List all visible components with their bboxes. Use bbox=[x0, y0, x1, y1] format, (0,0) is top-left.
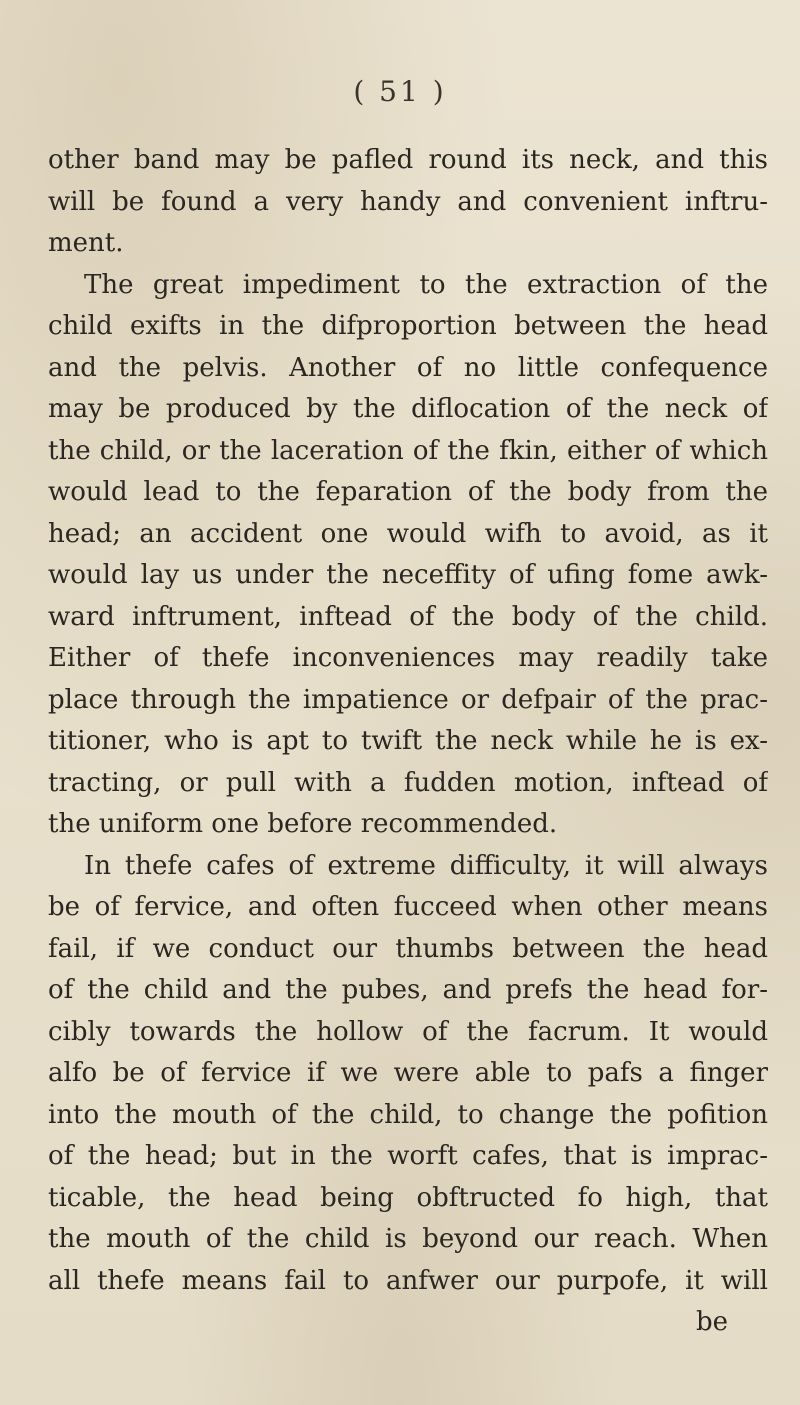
paragraph-start-line: In thefe cafes of extreme difficulty, it will always bbox=[84, 850, 768, 881]
text-line: may be produced by the diflocation of the neck of bbox=[48, 394, 768, 424]
text-line: will be found a very handy and convenient inftru- bbox=[48, 186, 768, 217]
catchword: be bbox=[695, 1307, 728, 1337]
text-line: the child, or the laceration of the fkin, either of which bbox=[48, 435, 768, 466]
text-line: into the mouth of the child, to change the pofition bbox=[48, 1099, 768, 1130]
text-line: ticable, the head being obftructed fo high, that bbox=[48, 1182, 768, 1213]
text-line: head; an accident one would wifh to avoid, as it bbox=[48, 518, 768, 549]
text-line: child exifts in the difproportion between the head bbox=[48, 311, 768, 341]
paragraph-start-line: The great impediment to the extraction of the bbox=[84, 269, 768, 300]
text-line: would lay us under the neceffity of ufing fome awk- bbox=[48, 560, 768, 590]
text-line: the mouth of the child is beyond our reach. When bbox=[48, 1224, 768, 1254]
text-line: Either of thefe inconveniences may readily take bbox=[48, 643, 768, 673]
page-number: ( 51 ) bbox=[353, 75, 447, 108]
text-line: be of fervice, and often fucceed when other means bbox=[48, 892, 768, 922]
text-line: and the pelvis. Another of no little confequence bbox=[48, 352, 768, 383]
text-line: the uniform one before recommended. bbox=[48, 809, 558, 839]
text-line: would lead to the feparation of the body from the bbox=[48, 477, 768, 507]
text-line: all thefe means fail to anfwer our purpofe, it will bbox=[48, 1265, 768, 1296]
text-line: fail, if we conduct our thumbs between the head bbox=[48, 933, 768, 964]
text-line: of the child and the pubes, and prefs the head for- bbox=[48, 975, 768, 1005]
text-line: cibly towards the hollow of the facrum. It would bbox=[48, 1016, 768, 1047]
text-line: other band may be pafled round its neck, and this bbox=[48, 145, 768, 175]
text-line: ment. bbox=[48, 228, 124, 258]
body-text bbox=[48, 140, 768, 1344]
text-line: tracting, or pull with a fudden motion, inftead of bbox=[48, 767, 768, 798]
text-line: titioner, who is apt to twift the neck while he is ex- bbox=[48, 726, 768, 756]
text-line: of the head; but in the worft cafes, that is imprac- bbox=[48, 1141, 768, 1171]
text-line: alfo be of fervice if we were able to pafs a finger bbox=[48, 1058, 768, 1088]
text-line: place through the impatience or defpair of the prac- bbox=[48, 684, 768, 715]
text-line: ward inftrument, inftead of the body of the child. bbox=[48, 601, 768, 632]
